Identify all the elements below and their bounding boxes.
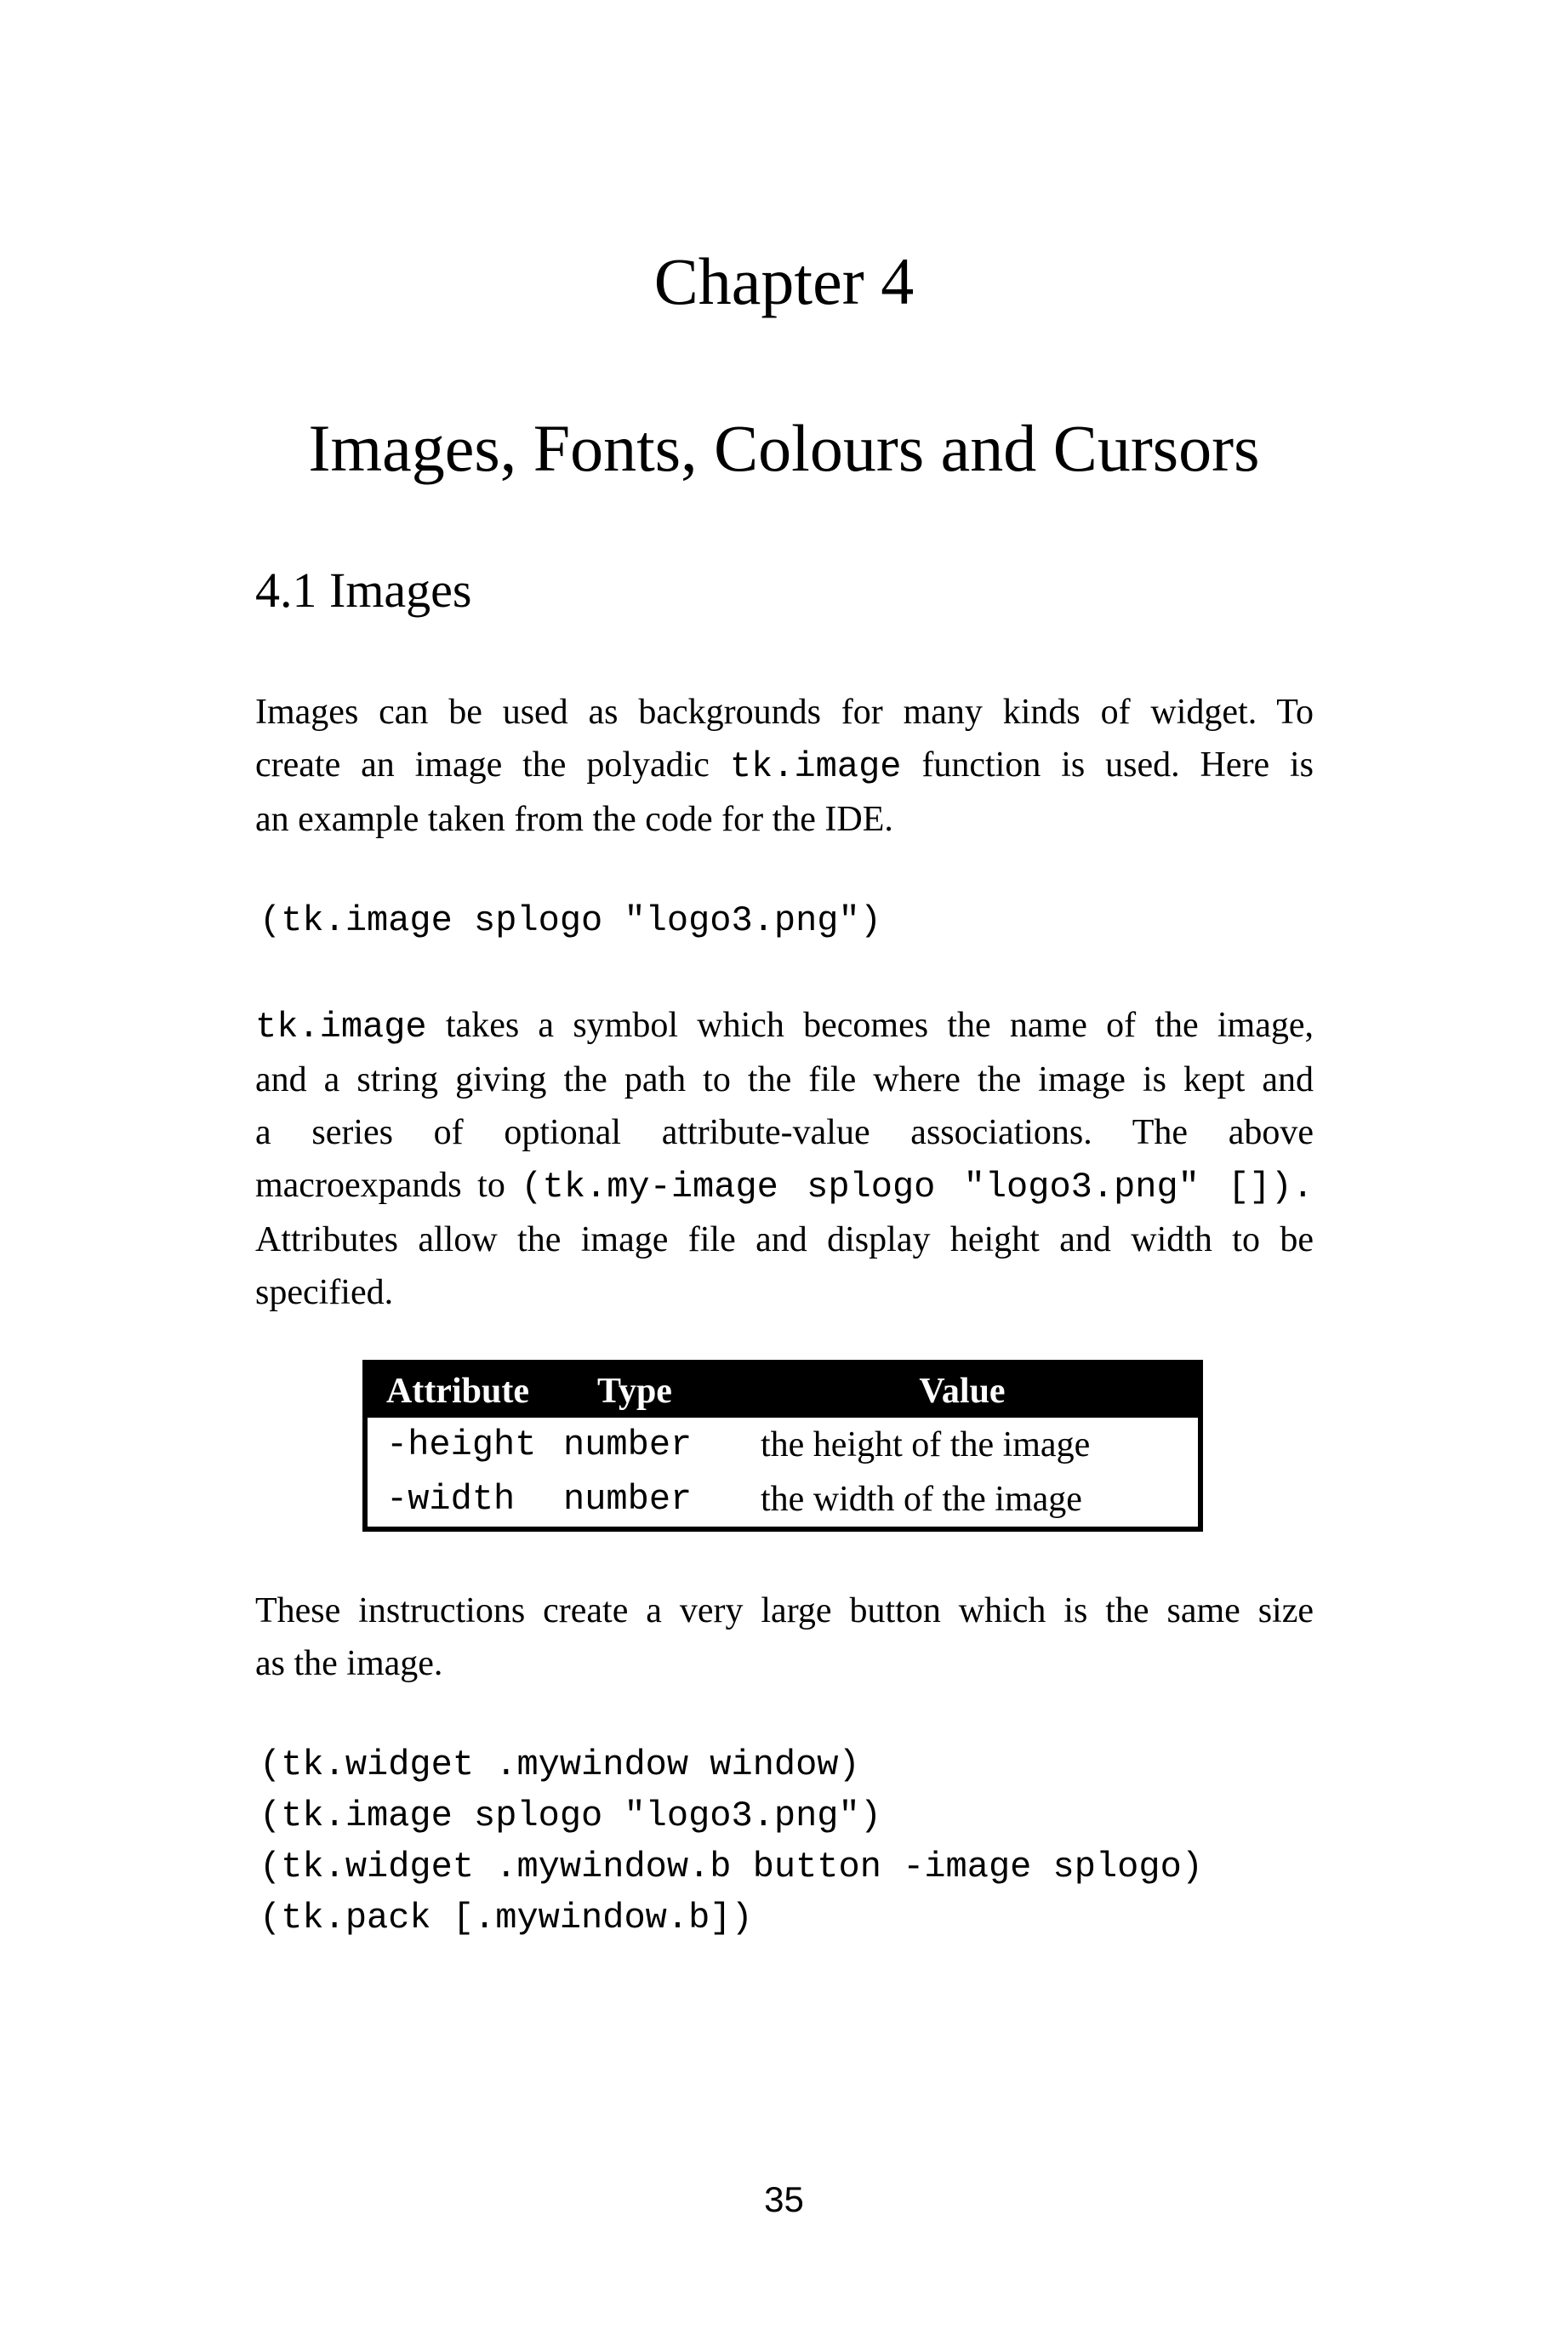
paragraph-text: function is used. Here is	[901, 745, 1314, 785]
code-block-1	[259, 895, 881, 946]
table-row	[368, 1472, 1198, 1527]
table-header-row	[368, 1365, 1198, 1418]
paragraph-line: Attributes allow the image file and display height and width to be	[255, 1220, 1314, 1259]
code-line: (tk.widget .mywindow window)	[259, 1744, 860, 1785]
paragraph-line: Images can be used as backgrounds for many kinds of widget. To	[255, 693, 1314, 732]
paragraph-line	[255, 739, 1314, 793]
table-cell: number	[563, 1479, 693, 1520]
chapter-label: Chapter 4	[653, 244, 915, 318]
chapter-title: Images, Fonts, Colours and Cursors	[308, 411, 1260, 485]
table-row	[368, 1418, 1198, 1472]
code-line: (tk.image splogo "logo3.png")	[259, 900, 881, 941]
paragraph-line: a series of optional attribute-value associations. The above	[255, 1113, 1314, 1152]
paragraph-tk-image	[255, 999, 1314, 1319]
paragraph-line: and a string giving the path to the file where the image is kept and	[255, 1060, 1314, 1099]
page-number: 35	[764, 2179, 804, 2219]
table-cell: the width of the image	[761, 1480, 1082, 1519]
paragraph-line	[255, 999, 1314, 1053]
section-heading: 4.1 Images	[255, 562, 472, 618]
paragraph-button	[255, 1584, 1314, 1690]
paragraph-text: macroexpands to	[255, 1166, 522, 1205]
paragraph-line: as the image.	[255, 1644, 443, 1683]
code-block-2	[259, 1739, 1203, 1944]
table-cell: the height of the image	[761, 1425, 1091, 1464]
code-line: (tk.image splogo "logo3.png")	[259, 1795, 881, 1836]
table-header-cell: Value	[919, 1372, 1006, 1411]
paragraph-intro	[255, 686, 1314, 846]
inline-code: (tk.my-image splogo "logo3.png" []).	[521, 1167, 1314, 1207]
table-header-cell: Attribute	[386, 1372, 529, 1411]
paragraph-line: specified.	[255, 1273, 394, 1312]
table-cell: -height	[386, 1424, 537, 1465]
paragraph-line: These instructions create a very large button which is the same size	[255, 1591, 1314, 1630]
paragraph-line: an example taken from the code for the IDE.	[255, 800, 893, 839]
inline-code: tk.image	[729, 746, 902, 787]
code-line: (tk.widget .mywindow.b button -image splogo)	[259, 1847, 1203, 1887]
table-cell: -width	[386, 1479, 516, 1520]
paragraph-text: create an image the polyadic	[255, 745, 730, 785]
code-line: (tk.pack [.mywindow.b])	[259, 1898, 753, 1938]
table-header-cell: Type	[597, 1372, 672, 1411]
attribute-table	[362, 1360, 1203, 1532]
inline-code: tk.image	[255, 1007, 427, 1048]
paragraph-line	[255, 1159, 1314, 1213]
table-cell: number	[563, 1424, 693, 1465]
paragraph-text: takes a symbol which becomes the name of the image,	[426, 1006, 1314, 1045]
